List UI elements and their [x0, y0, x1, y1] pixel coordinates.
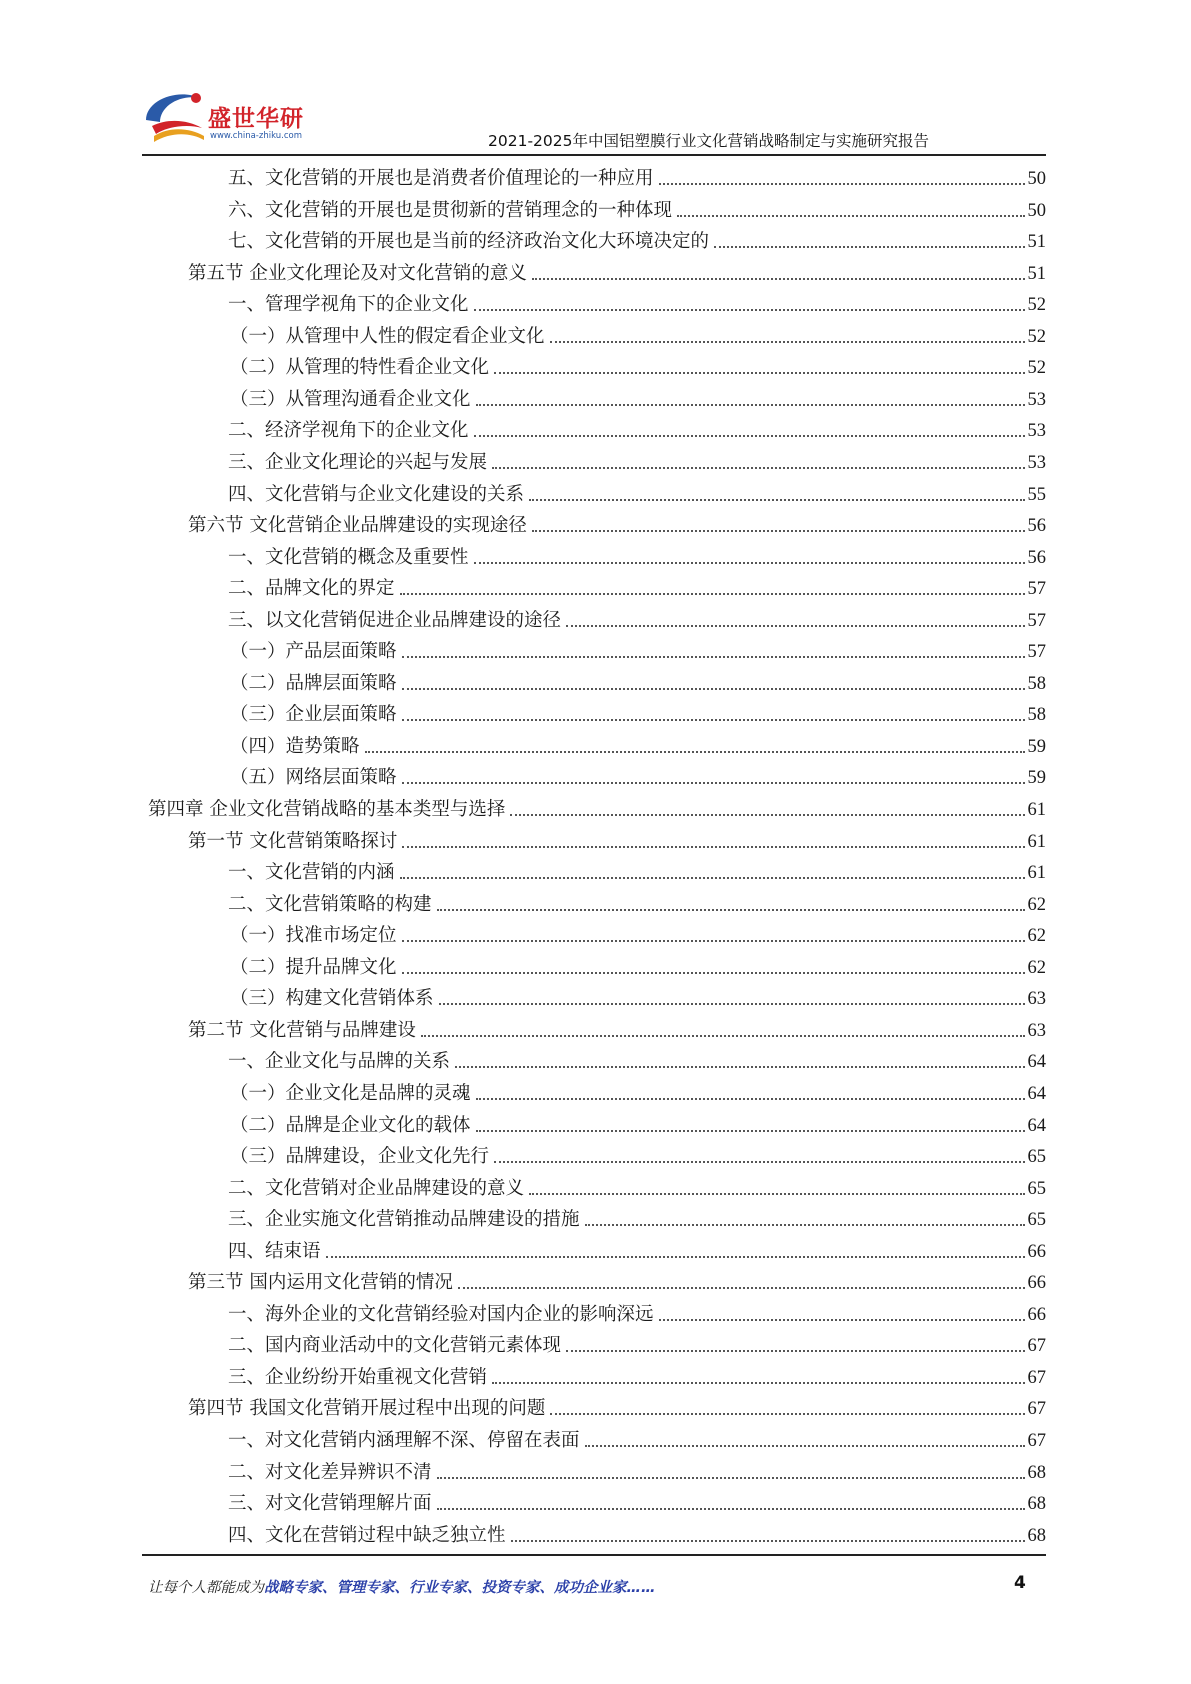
logo-url: www.china-zhiku.com [210, 131, 302, 141]
toc-dot-leader [474, 308, 1025, 311]
toc-dot-leader [476, 1097, 1025, 1100]
toc-dot-leader [437, 908, 1025, 911]
toc-entry-page: 65 [1027, 1147, 1046, 1168]
toc-dot-leader [566, 624, 1024, 627]
toc-entry-page: 62 [1027, 957, 1046, 978]
toc-entry-title: 四、文化在营销过程中缺乏独立性 [228, 1524, 506, 1546]
toc-entry[interactable] [228, 570, 1046, 600]
toc-entry-page: 58 [1027, 705, 1046, 726]
toc-entry-title: 三、企业文化理论的兴起与发展 [228, 451, 488, 473]
footer-slogan-prefix: 让每个人都能成为 [148, 1580, 264, 1596]
header-divider [142, 154, 1046, 156]
toc-entry-title: （一）找准市场定位 [230, 925, 397, 947]
toc-entry-title: （五）网络层面策略 [230, 767, 397, 789]
toc-dot-leader [550, 1412, 1024, 1415]
toc-entry-page: 50 [1027, 200, 1046, 221]
toc-entry-page: 59 [1027, 736, 1046, 757]
toc-entry-page: 65 [1027, 1178, 1046, 1199]
toc-entry-title: （四）造势策略 [230, 735, 360, 757]
toc-entry[interactable] [230, 949, 1046, 979]
toc-entry-title: 一、文化营销的概念及重要性 [228, 546, 469, 568]
toc-dot-leader [677, 214, 1024, 217]
toc-entry-page: 59 [1027, 768, 1046, 789]
toc-dot-leader [494, 371, 1024, 374]
toc-entry-page: 67 [1027, 1399, 1046, 1420]
toc-entry-title: （二）品牌是企业文化的载体 [230, 1114, 471, 1136]
toc-entry[interactable] [188, 1264, 1046, 1294]
toc-dot-leader [402, 845, 1024, 848]
toc-entry[interactable] [230, 980, 1046, 1010]
toc-entry[interactable] [228, 886, 1046, 916]
page-header [0, 0, 1191, 150]
toc-entry-page: 68 [1027, 1462, 1046, 1483]
toc-entry-title: （三）从管理沟通看企业文化 [230, 388, 471, 410]
toc-entry-title: 第一节 文化营销策略探讨 [188, 830, 398, 852]
toc-entry[interactable] [228, 854, 1046, 884]
toc-entry[interactable] [230, 665, 1046, 695]
toc-entry-title: 第四节 我国文化营销开展过程中出现的问题 [188, 1398, 546, 1420]
toc-entry[interactable] [228, 476, 1046, 506]
footer-divider [142, 1554, 1046, 1556]
toc-entry-page: 66 [1027, 1304, 1046, 1325]
toc-entry[interactable] [230, 1075, 1046, 1105]
toc-entry-title: 第五节 企业文化理论及对文化营销的意义 [188, 262, 527, 284]
toc-entry-page: 67 [1027, 1336, 1046, 1357]
toc-dot-leader [455, 1065, 1024, 1068]
toc-entry[interactable] [188, 1390, 1046, 1420]
toc-entry-page: 67 [1027, 1431, 1046, 1451]
document-title: 2021-2025年中国铝塑膜行业文化营销战略制定与实施研究报告 [488, 132, 929, 150]
toc-dot-leader [402, 939, 1025, 942]
toc-dot-leader [421, 1034, 1025, 1037]
toc-dot-leader [659, 182, 1025, 185]
toc-entry-page: 61 [1027, 800, 1046, 820]
toc-entry-title: （二）提升品牌文化 [230, 956, 397, 978]
toc-entry[interactable] [188, 255, 1046, 285]
toc-entry[interactable] [228, 1201, 1046, 1231]
toc-entry-page: 62 [1027, 894, 1046, 915]
toc-entry-page: 61 [1027, 863, 1046, 884]
toc-entry[interactable] [188, 823, 1046, 853]
toc-entry-page: 53 [1027, 452, 1046, 473]
toc-entry-page: 64 [1027, 1052, 1046, 1073]
toc-entry[interactable] [230, 381, 1046, 411]
toc-entry[interactable] [228, 1043, 1046, 1073]
toc-entry-title: 四、文化营销与企业文化建设的关系 [228, 483, 525, 505]
toc-dot-leader [437, 1507, 1025, 1510]
toc-dot-leader [402, 781, 1025, 784]
toc-entry-page: 51 [1027, 232, 1046, 253]
toc-dot-leader [437, 1476, 1025, 1479]
toc-entry[interactable] [228, 286, 1046, 316]
toc-entry[interactable] [230, 1138, 1046, 1168]
toc-entry[interactable] [230, 633, 1046, 663]
toc-entry-page: 68 [1027, 1525, 1046, 1546]
toc-dot-leader [659, 1318, 1025, 1321]
toc-entry-title: （一）企业文化是品牌的灵魂 [230, 1082, 471, 1104]
toc-entry[interactable] [228, 412, 1046, 442]
toc-entry-title: 二、对文化差异辨识不清 [228, 1461, 432, 1483]
toc-dot-leader [402, 655, 1025, 658]
toc-dot-leader [402, 718, 1025, 721]
toc-entry[interactable] [228, 1359, 1046, 1389]
toc-entry-title: 一、企业文化与品牌的关系 [228, 1051, 451, 1073]
toc-entry-title: 第六节 文化营销企业品牌建设的实现途径 [188, 515, 527, 537]
toc-dot-leader [529, 498, 1024, 501]
toc-dot-leader [532, 277, 1025, 280]
toc-dot-leader [458, 1286, 1025, 1289]
toc-entry-title: 二、国内商业活动中的文化营销元素体现 [228, 1335, 562, 1357]
toc-entry-title: 三、对文化营销理解片面 [228, 1493, 432, 1515]
toc-entry[interactable] [228, 1485, 1046, 1515]
toc-entry-page: 61 [1027, 831, 1046, 852]
footer-slogan-highlight: 战略专家、管理专家、行业专家、投资专家、成功企业家…… [264, 1580, 656, 1596]
toc-dot-leader [439, 1002, 1025, 1005]
toc-entry[interactable] [228, 1454, 1046, 1484]
toc-entry-title: 第四章 企业文化营销战略的基本类型与选择 [148, 799, 506, 820]
toc-dot-leader [474, 561, 1025, 564]
toc-entry-page: 51 [1027, 263, 1046, 284]
toc-entry-title: 三、企业纷纷开始重视文化营销 [228, 1366, 488, 1388]
toc-dot-leader [474, 434, 1025, 437]
toc-entry[interactable] [188, 507, 1046, 537]
toc-entry-page: 58 [1027, 673, 1046, 694]
toc-entry-title: 一、文化营销的内涵 [228, 862, 395, 884]
toc-entry-title: 第二节 文化营销与品牌建设 [188, 1019, 416, 1041]
toc-dot-leader [550, 340, 1025, 343]
toc-dot-leader [400, 592, 1025, 595]
toc-entry[interactable] [228, 539, 1046, 569]
toc-entry[interactable] [148, 791, 1046, 821]
toc-entry[interactable] [230, 759, 1046, 789]
toc-entry-page: 56 [1027, 516, 1046, 537]
toc-dot-leader [402, 687, 1025, 690]
toc-entry-title: 二、经济学视角下的企业文化 [228, 420, 469, 442]
toc-dot-leader [494, 1160, 1024, 1163]
page-number: 4 [1014, 1573, 1026, 1593]
toc-entry-title: 三、企业实施文化营销推动品牌建设的措施 [228, 1209, 580, 1231]
toc-entry-title: 一、管理学视角下的企业文化 [228, 294, 469, 316]
toc-entry-page: 65 [1027, 1210, 1046, 1231]
toc-entry-title: （三）构建文化营销体系 [230, 988, 434, 1010]
toc-entry-page: 68 [1027, 1494, 1046, 1515]
toc-entry[interactable] [228, 602, 1046, 632]
toc-entry-page: 57 [1027, 579, 1046, 600]
toc-entry-page: 50 [1027, 169, 1046, 189]
toc-entry-title: （三）品牌建设，企业文化先行 [230, 1146, 490, 1168]
toc-entry[interactable] [228, 1233, 1046, 1263]
toc-entry[interactable] [228, 160, 1046, 190]
toc-entry-title: （一）产品层面策略 [230, 641, 397, 663]
toc-entry[interactable] [228, 192, 1046, 222]
toc-entry[interactable] [228, 1422, 1046, 1452]
toc-entry[interactable] [230, 318, 1046, 348]
toc-entry-page: 64 [1027, 1083, 1046, 1104]
toc-entry[interactable] [228, 1327, 1046, 1357]
footer-slogan [148, 1576, 656, 1597]
toc-dot-leader [510, 813, 1024, 816]
toc-entry-page: 66 [1027, 1241, 1046, 1262]
toc-entry-title: 二、文化营销策略的构建 [228, 893, 432, 915]
toc-entry[interactable] [228, 1170, 1046, 1200]
toc-entry-page: 53 [1027, 389, 1046, 410]
toc-entry[interactable] [228, 1517, 1046, 1547]
toc-dot-leader [476, 1129, 1025, 1132]
toc-dot-leader [511, 1539, 1025, 1542]
toc-entry-page: 57 [1027, 642, 1046, 663]
toc-dot-leader [714, 245, 1024, 248]
toc-entry-title: 四、结束语 [228, 1240, 321, 1262]
toc-entry-page: 55 [1027, 484, 1046, 505]
logo-text: 盛世华研 [208, 106, 304, 132]
toc-dot-leader [529, 1192, 1024, 1195]
toc-dot-leader [492, 466, 1024, 469]
toc-entry-title: 三、以文化营销促进企业品牌建设的途径 [228, 609, 562, 631]
toc-entry-title: 第三节 国内运用文化营销的情况 [188, 1272, 453, 1294]
toc-entry-page: 56 [1027, 547, 1046, 568]
toc-entry-title: 六、文化营销的开展也是贯彻新的营销理念的一种体现 [228, 199, 673, 221]
toc-entry[interactable] [230, 696, 1046, 726]
toc-entry[interactable] [188, 1012, 1046, 1042]
toc-entry-page: 52 [1027, 358, 1046, 379]
toc-dot-leader [326, 1255, 1025, 1258]
toc-entry-page: 52 [1027, 295, 1046, 316]
toc-dot-leader [402, 971, 1025, 974]
toc-entry[interactable] [230, 349, 1046, 379]
toc-entry[interactable] [228, 223, 1046, 253]
toc-entry-page: 64 [1027, 1115, 1046, 1136]
toc-dot-leader [532, 529, 1025, 532]
toc-dot-leader [566, 1349, 1024, 1352]
toc-entry[interactable] [228, 444, 1046, 474]
toc-entry-page: 57 [1027, 610, 1046, 631]
toc-entry-page: 63 [1027, 1020, 1046, 1041]
toc-entry-title: 二、文化营销对企业品牌建设的意义 [228, 1177, 525, 1199]
toc-entry-title: （三）企业层面策略 [230, 704, 397, 726]
toc-entry[interactable] [230, 917, 1046, 947]
toc-entry-title: 一、海外企业的文化营销经验对国内企业的影响深远 [228, 1303, 654, 1325]
toc-entry-page: 66 [1027, 1273, 1046, 1294]
toc-dot-leader [400, 876, 1025, 879]
toc-entry-title: （一）从管理中人性的假定看企业文化 [230, 325, 545, 347]
toc-entry[interactable] [230, 728, 1046, 758]
toc-entry[interactable] [230, 1107, 1046, 1137]
toc-entry-title: 七、文化营销的开展也是当前的经济政治文化大环境决定的 [228, 231, 710, 253]
toc-entry-page: 62 [1027, 926, 1046, 947]
toc-entry-page: 52 [1027, 326, 1046, 347]
toc-dot-leader [365, 750, 1025, 753]
toc-entry-title: 五、文化营销的开展也是消费者价值理论的一种应用 [228, 168, 654, 189]
toc-entry-title: 二、品牌文化的界定 [228, 578, 395, 600]
toc-dot-leader [492, 1381, 1024, 1384]
toc-dot-leader [585, 1223, 1025, 1226]
toc-entry-title: （二）品牌层面策略 [230, 672, 397, 694]
toc-entry-title: （二）从管理的特性看企业文化 [230, 357, 490, 379]
toc-entry-page: 63 [1027, 989, 1046, 1010]
toc-entry-page: 67 [1027, 1367, 1046, 1388]
toc-entry[interactable] [228, 1296, 1046, 1326]
toc-entry-page: 53 [1027, 421, 1046, 442]
toc-dot-leader [476, 403, 1025, 406]
toc-entry-title: 一、对文化营销内涵理解不深、停留在表面 [228, 1430, 580, 1451]
toc-dot-leader [585, 1444, 1025, 1447]
